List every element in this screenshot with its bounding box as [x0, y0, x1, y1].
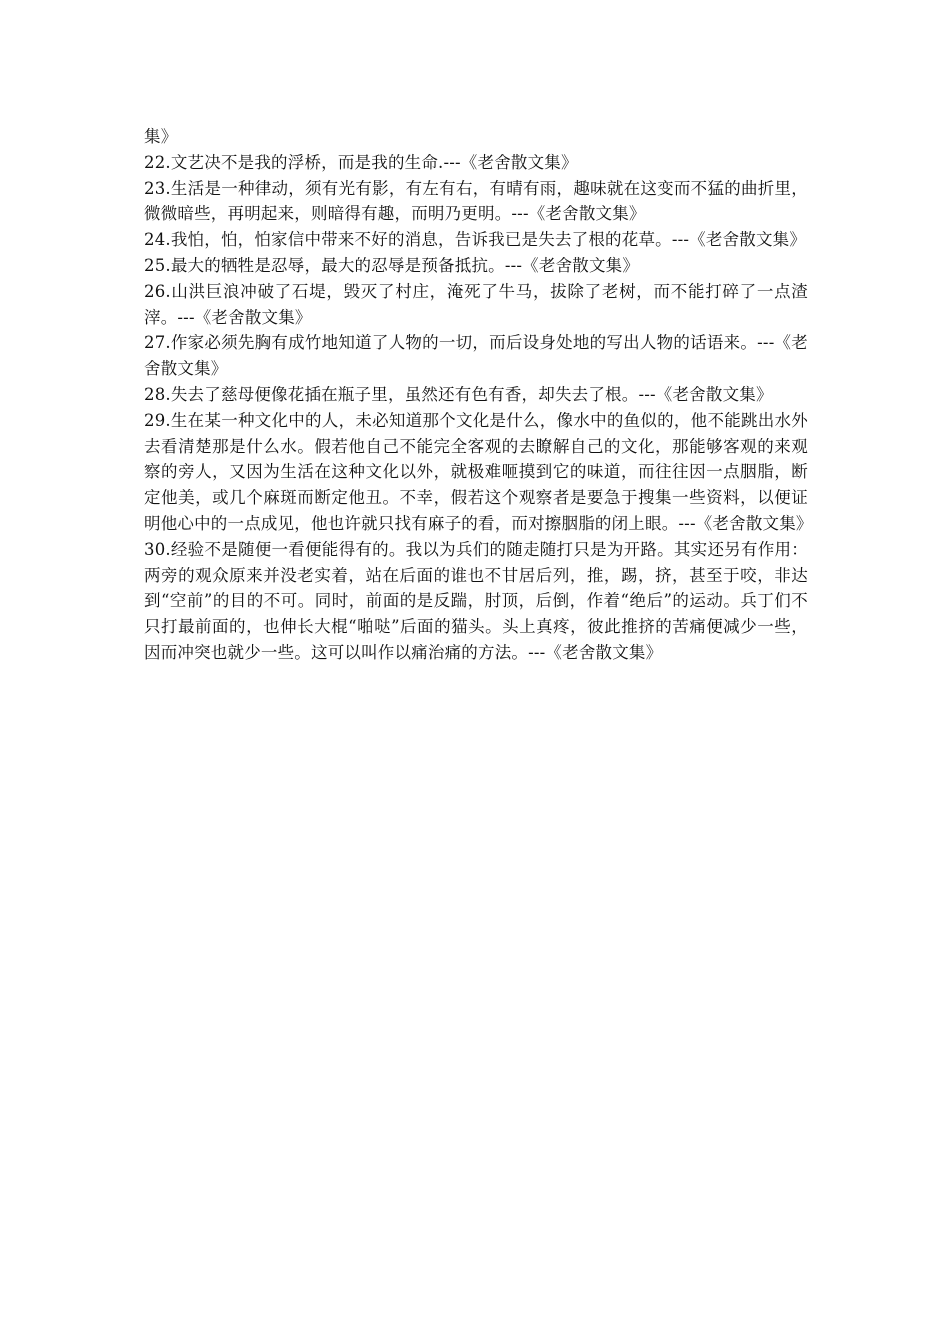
quote-29: 29.生在某一种文化中的人，未必知道那个文化是什么，像水中的鱼似的，他不能跳出水外去看清楚那是什么水。假若他自己不能完全客观的去瞭解自己的文化，那能够客观的来观察的旁人，又因为生活在这种文化以外，就极难咂摸到它的味道，而往往因一点胭脂，断定他美，或几个麻斑而断定他丑。不幸，假若这个观察者是要急于搜集一些资料，以便证明他心中的一点成见，他也许就只找有麻子的看，而对擦胭脂的闭上眼。---《老舍散文集》: [144, 410, 813, 533]
quote-23: 23.生活是一种律动，须有光有影，有左有右，有晴有雨，趣味就在这变而不猛的曲折里，微微暗些，再明起来，则暗得有趣，而明乃更明。---《老舍散文集》: [144, 178, 808, 224]
quote-30: 30.经验不是随便一看便能得有的。我以为兵们的随走随打只是为开路。其实还另有作用：两旁的观众原来并没老实着，站在后面的谁也不甘居后列，推，踢，挤，甚至于咬，非达到“空前”的目的不可。同时，前面的是反踹，肘顶，后倒，作着“绝后”的运动。兵丁们不只打最前面的，也伸长大棍“啪哒”后面的猫头。头上真疼，彼此推挤的苦痛便减少一些，因而冲突也就少一些。这可以叫作以痛治痛的方法。---《老舍散文集》: [144, 539, 808, 662]
quote-22: 22.文艺决不是我的浮桥，而是我的生命.---《老舍散文集》: [144, 152, 578, 172]
quote-25: 25.最大的牺牲是忍辱，最大的忍辱是预备抵抗。---《老舍散文集》: [144, 255, 640, 275]
quote-28: 28.失去了慈母便像花插在瓶子里，虽然还有色有香，却失去了根。---《老舍散文集》: [144, 384, 773, 404]
quote-continuation: 集》: [144, 127, 178, 146]
quote-26: 26.山洪巨浪冲破了石堤，毁灭了村庄，淹死了牛马，拔除了老树，而不能打碎了一点渣滓。---《老舍散文集》: [144, 281, 808, 327]
quote-27: 27.作家必须先胸有成竹地知道了人物的一切，而后设身处地的写出人物的话语来。---《老舍散文集》: [144, 333, 808, 379]
document-body: [144, 124, 813, 666]
quote-24: 24.我怕，怕，怕家信中带来不好的消息，告诉我已是失去了根的花草。---《老舍散文集》: [144, 230, 807, 250]
